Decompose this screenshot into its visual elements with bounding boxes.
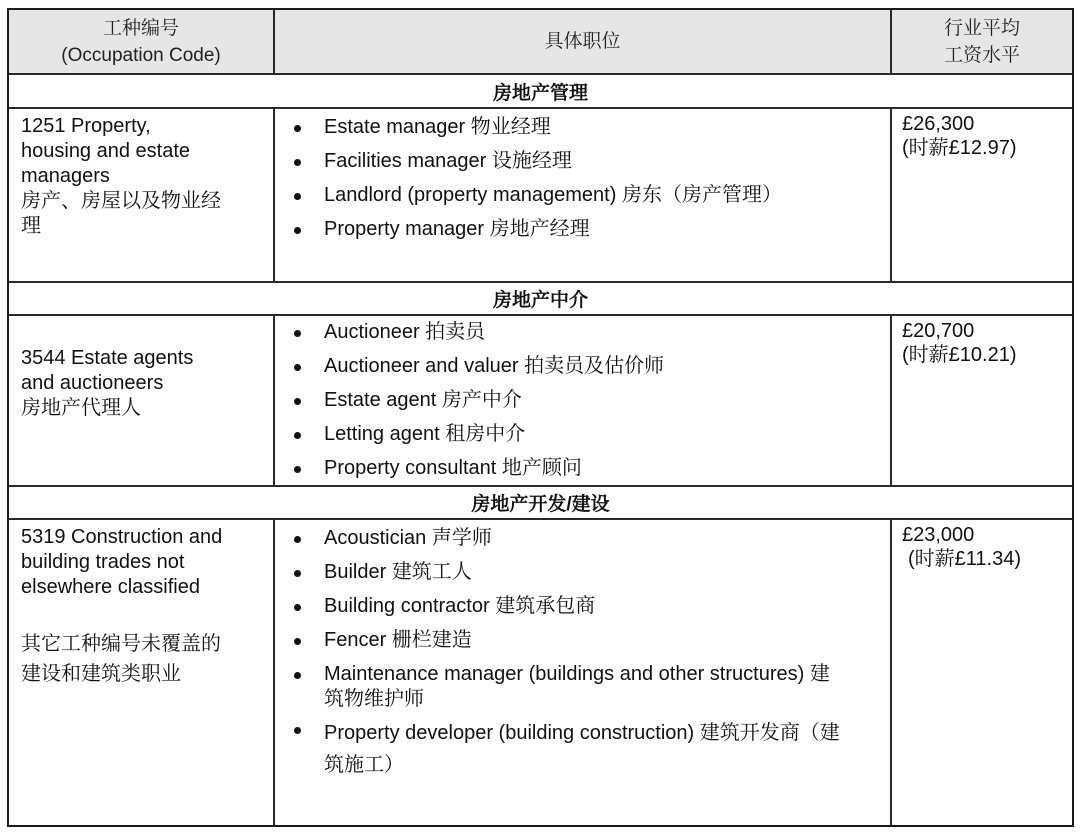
section-title-row: [9, 283, 1072, 316]
header-jobs-label: 具体职位: [544, 31, 621, 52]
list-item: Estate manager 物业经理: [275, 115, 890, 140]
header-wage-line2: 工资水平: [943, 44, 1020, 66]
list-item: Property developer (building construction) 建筑开发商（建筑施工）: [275, 717, 890, 781]
list-item: Builder 建筑工人: [275, 560, 890, 585]
table-row: [9, 109, 1072, 283]
header-code-en: (Occupation Code): [61, 44, 221, 66]
job-list: [275, 109, 890, 242]
occupation-line: 5319 Construction and: [21, 526, 223, 548]
job-list: [275, 316, 890, 481]
header-wage-line1: 行业平均: [943, 17, 1020, 39]
section-title: 房地产管理: [492, 82, 588, 104]
occupation-cell: [9, 520, 275, 825]
wage-cell: [892, 520, 1072, 825]
list-item: Estate agent 房产中介: [275, 388, 890, 413]
list-item: Landlord (property management) 房东（房产管理）: [275, 183, 890, 208]
hourly-wage: (时薪£10.21): [902, 344, 1017, 366]
occupation-cell: [9, 109, 275, 281]
table-row: [9, 316, 1072, 487]
section-title-row: [9, 487, 1072, 520]
annual-salary: £26,300: [902, 113, 975, 135]
list-item: Acoustician 声学师: [275, 526, 890, 551]
occupation-salary-table: [7, 8, 1074, 827]
occupation-line: housing and estate: [21, 140, 191, 162]
table-row: [9, 520, 1072, 825]
annual-salary: £20,700: [902, 320, 975, 342]
occupation-line: 3544 Estate agents: [21, 347, 194, 369]
occupation-line: elsewhere classified: [21, 576, 200, 598]
list-item: Property manager 房地产经理: [275, 217, 890, 242]
job-list: [275, 520, 890, 781]
occupation-line: building trades not: [21, 551, 185, 573]
wage-cell: [892, 316, 1072, 485]
annual-salary: £23,000: [902, 524, 975, 546]
jobs-cell: [275, 520, 892, 825]
list-item: Letting agent 租房中介: [275, 422, 890, 447]
header-jobs: [275, 10, 892, 73]
list-item: Building contractor 建筑承包商: [275, 594, 890, 619]
hourly-wage: (时薪£12.97): [902, 137, 1017, 159]
list-item: Fencer 栅栏建造: [275, 628, 890, 653]
occupation-line: 1251 Property,: [21, 115, 151, 137]
jobs-cell: [275, 316, 892, 485]
occupation-line: 其它工种编号未覆盖的: [21, 633, 221, 655]
list-item: Auctioneer 拍卖员: [275, 320, 890, 345]
table-header-row: [9, 10, 1072, 75]
section-title-row: [9, 75, 1072, 109]
occupation-line: 房产、房屋以及物业经: [21, 190, 221, 212]
section-title: 房地产开发/建设: [471, 494, 610, 515]
header-average-wage: [892, 10, 1072, 73]
occupation-cell: [9, 316, 275, 485]
section-title: 房地产中介: [492, 290, 588, 311]
hourly-wage: (时薪£11.34): [908, 548, 1022, 570]
spacer: [21, 600, 273, 625]
wage-cell: [892, 109, 1072, 281]
list-item: Maintenance manager (buildings and other structures) 建筑物维护师: [275, 662, 890, 712]
occupation-line: managers: [21, 165, 110, 187]
occupation-line: 建设和建筑类职业: [21, 663, 181, 685]
header-occupation-code: [9, 10, 275, 73]
list-item: Property consultant 地产顾问: [275, 456, 890, 481]
occupation-line: 理: [21, 215, 41, 237]
occupation-line: 房地产代理人: [21, 397, 141, 419]
list-item: Auctioneer and valuer 拍卖员及估价师: [275, 354, 890, 379]
header-code-cn: 工种编号: [102, 17, 179, 39]
list-item: Facilities manager 设施经理: [275, 149, 890, 174]
occupation-line: and auctioneers: [21, 372, 164, 394]
jobs-cell: [275, 109, 892, 281]
